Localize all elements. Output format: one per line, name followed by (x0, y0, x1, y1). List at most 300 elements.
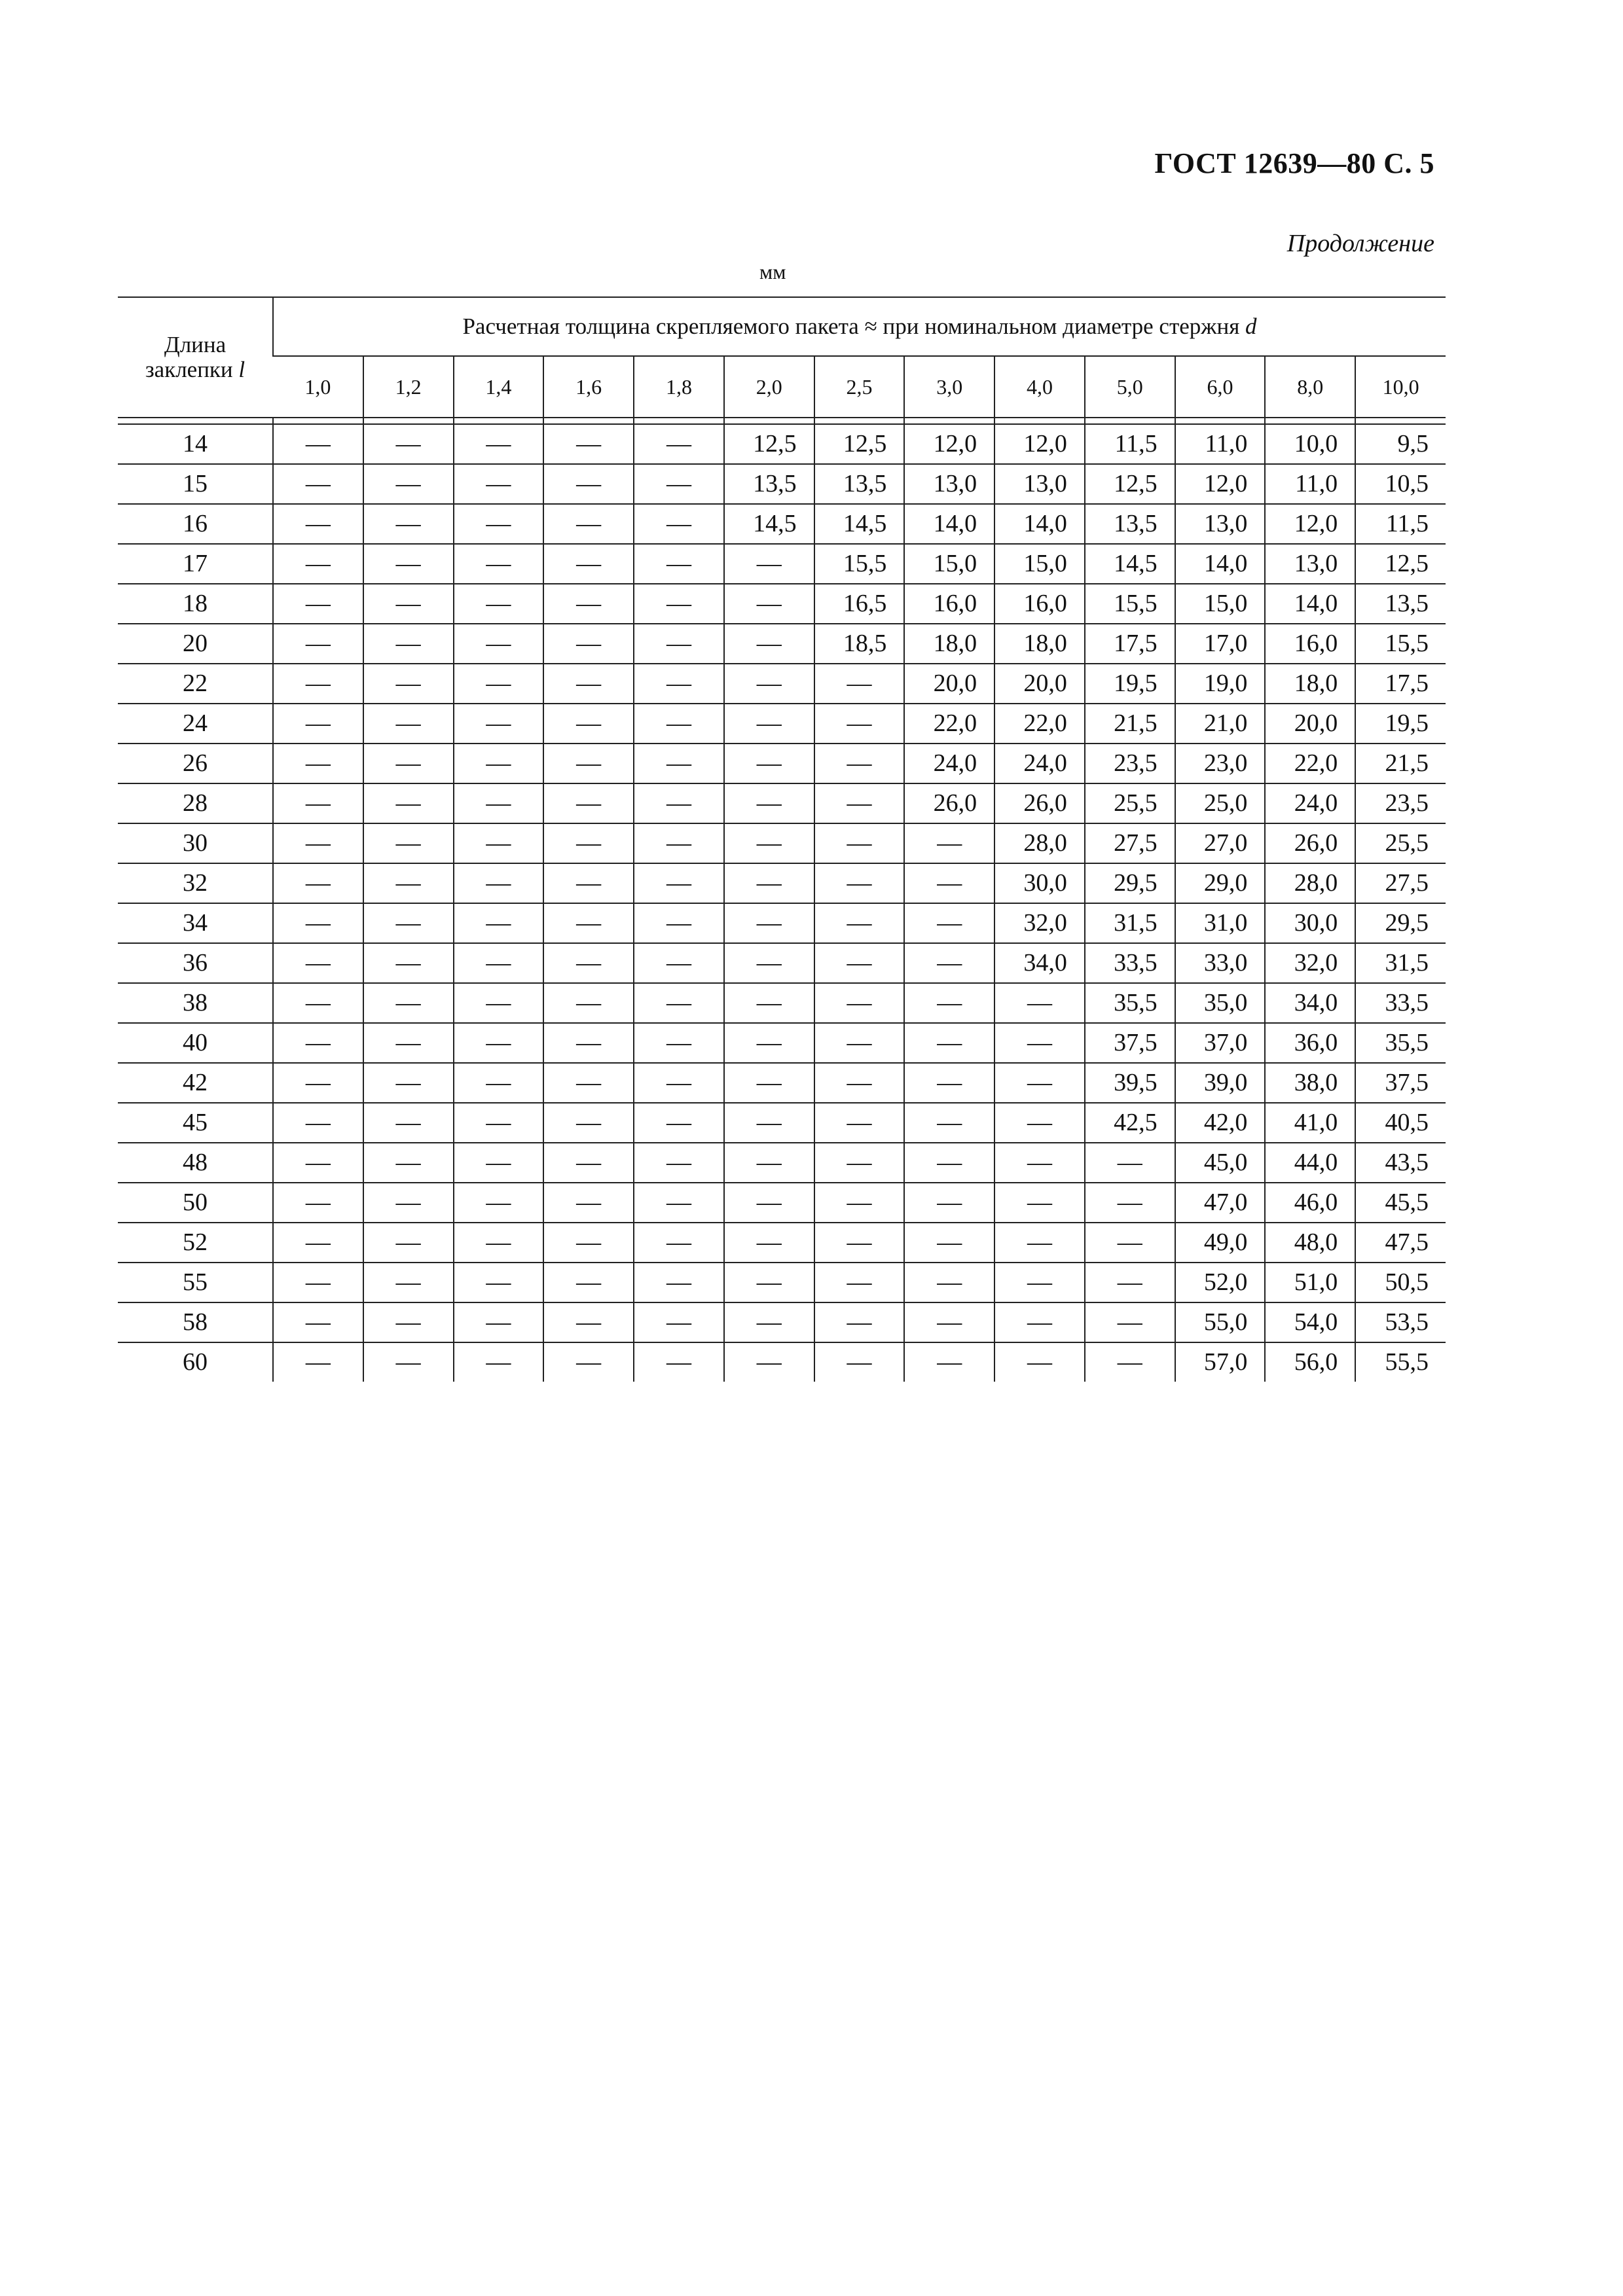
thickness-cell: 12,0 (904, 424, 994, 464)
thickness-cell: — (454, 1263, 544, 1302)
thickness-cell: 47,0 (1175, 1183, 1266, 1223)
header-gap-cell (543, 418, 634, 424)
thickness-cell: — (634, 664, 724, 704)
thickness-cell: 12,5 (814, 424, 905, 464)
thickness-cell: — (454, 983, 544, 1023)
thickness-cell: — (814, 704, 905, 744)
thickness-cell: 29,5 (1355, 903, 1446, 943)
thickness-cell: — (454, 624, 544, 664)
thickness-cell: — (814, 1023, 905, 1063)
thickness-cell: — (1085, 1223, 1175, 1263)
rivet-length-cell: 22 (118, 664, 273, 704)
thickness-cell: — (904, 903, 994, 943)
header-gap-cell (814, 418, 905, 424)
thickness-cell: 11,5 (1085, 424, 1175, 464)
thickness-cell: 13,0 (1175, 504, 1266, 544)
thickness-cell: — (634, 744, 724, 783)
thickness-cell: — (994, 1183, 1085, 1223)
table-row (118, 823, 1446, 863)
thickness-cell: — (363, 1023, 454, 1063)
thickness-cell: 37,5 (1355, 1063, 1446, 1103)
thickness-cell: — (634, 983, 724, 1023)
header-gap-cell (363, 418, 454, 424)
table-row (118, 1263, 1446, 1302)
rivet-length-cell: 30 (118, 823, 273, 863)
thickness-cell: 39,5 (1085, 1063, 1175, 1103)
rivet-length-cell: 28 (118, 783, 273, 823)
thickness-cell: — (634, 1143, 724, 1183)
rivet-length-cell: 50 (118, 1183, 273, 1223)
thickness-cell: — (363, 664, 454, 704)
thickness-cell: 25,5 (1085, 783, 1175, 823)
rivet-length-cell: 55 (118, 1263, 273, 1302)
thickness-cell: — (273, 1063, 363, 1103)
thickness-cell: — (634, 783, 724, 823)
thickness-cell: — (543, 983, 634, 1023)
table-row (118, 504, 1446, 544)
thickness-cell: 35,0 (1175, 983, 1266, 1023)
thickness-cell: — (363, 1063, 454, 1103)
rivet-length-cell: 34 (118, 903, 273, 943)
thickness-cell: — (363, 1302, 454, 1342)
thickness-cell: — (543, 783, 634, 823)
thickness-cell: — (994, 1063, 1085, 1103)
thickness-cell: 53,5 (1355, 1302, 1446, 1342)
thickness-cell: — (454, 783, 544, 823)
thickness-cell: — (904, 1023, 994, 1063)
thickness-cell: 47,5 (1355, 1223, 1446, 1263)
thickness-cell: 20,0 (904, 664, 994, 704)
thickness-cell: — (454, 544, 544, 584)
thickness-cell: — (363, 783, 454, 823)
thickness-cell: — (273, 863, 363, 903)
thickness-cell: — (454, 1183, 544, 1223)
thickness-cell: — (543, 664, 634, 704)
thickness-cell: 24,0 (904, 744, 994, 783)
thickness-cell: 34,0 (1265, 983, 1355, 1023)
thickness-cell: — (363, 504, 454, 544)
thickness-cell: — (273, 624, 363, 664)
thickness-cell: 16,5 (814, 584, 905, 624)
thickness-cell: — (904, 1103, 994, 1143)
thickness-cell: — (1085, 1263, 1175, 1302)
thickness-cell: — (814, 664, 905, 704)
rivet-length-cell: 38 (118, 983, 273, 1023)
thickness-cell: — (454, 1103, 544, 1143)
thickness-cell: 45,0 (1175, 1143, 1266, 1183)
header-gap-cell (1085, 418, 1175, 424)
thickness-cell: 36,0 (1265, 1023, 1355, 1063)
thickness-cell: — (454, 744, 544, 783)
thickness-cell: — (543, 504, 634, 544)
thickness-cell: — (724, 1063, 814, 1103)
thickness-cell: — (454, 823, 544, 863)
table-row (118, 544, 1446, 584)
header-gap-row (118, 418, 1446, 424)
thickness-cell: 55,5 (1355, 1342, 1446, 1382)
thickness-cell: 11,0 (1175, 424, 1266, 464)
thickness-cell: 15,0 (904, 544, 994, 584)
thickness-cell: 45,5 (1355, 1183, 1446, 1223)
thickness-cell: 12,5 (1355, 544, 1446, 584)
thickness-cell: — (904, 863, 994, 903)
thickness-cell: — (543, 943, 634, 983)
thickness-cell: — (634, 464, 724, 504)
thickness-cell: — (904, 1342, 994, 1382)
thickness-cell: — (543, 903, 634, 943)
thickness-cell: — (724, 983, 814, 1023)
thickness-cell: — (724, 704, 814, 744)
thickness-cell: — (994, 983, 1085, 1023)
thickness-cell: — (814, 1263, 905, 1302)
thickness-cell: — (273, 1103, 363, 1143)
table-row (118, 1023, 1446, 1063)
thickness-cell: 18,0 (904, 624, 994, 664)
thickness-cell: — (724, 744, 814, 783)
thickness-cell: — (634, 1302, 724, 1342)
thickness-cell: 13,5 (814, 464, 905, 504)
thickness-cell: 31,5 (1085, 903, 1175, 943)
thickness-cell: 27,5 (1355, 863, 1446, 903)
thickness-cell: — (724, 544, 814, 584)
table-row (118, 464, 1446, 504)
table-row (118, 1183, 1446, 1223)
table-body (118, 424, 1446, 1382)
table-row (118, 783, 1446, 823)
thickness-cell: — (814, 903, 905, 943)
thickness-cell: — (634, 704, 724, 744)
table-row (118, 1223, 1446, 1263)
table-row (118, 1342, 1446, 1382)
thickness-cell: — (904, 1223, 994, 1263)
thickness-cell: — (634, 504, 724, 544)
thickness-cell: — (543, 1223, 634, 1263)
thickness-cell: — (724, 1302, 814, 1342)
thickness-cell: — (454, 943, 544, 983)
diameter-header-cell: 1,8 (634, 356, 724, 418)
thickness-cell: 33,0 (1175, 943, 1266, 983)
thickness-cell: — (634, 1023, 724, 1063)
thickness-cell: — (273, 903, 363, 943)
thickness-cell: — (814, 1103, 905, 1143)
thickness-cell: 26,0 (1265, 823, 1355, 863)
thickness-cell: — (724, 1183, 814, 1223)
thickness-cell: — (904, 1183, 994, 1223)
thickness-cell: 12,0 (1175, 464, 1266, 504)
header-gap-cell (1175, 418, 1266, 424)
length-header-line2: заклепки (145, 357, 233, 382)
thickness-cell: — (1085, 1183, 1175, 1223)
thickness-cell: — (543, 1103, 634, 1143)
thickness-cell: 11,0 (1265, 464, 1355, 504)
thickness-cell: — (273, 823, 363, 863)
thickness-cell: 35,5 (1085, 983, 1175, 1023)
thickness-cell: — (634, 424, 724, 464)
thickness-cell: — (273, 544, 363, 584)
thickness-cell: 20,0 (994, 664, 1085, 704)
thickness-cell: — (454, 464, 544, 504)
thickness-cell: 14,0 (1175, 544, 1266, 584)
thickness-cell: — (363, 823, 454, 863)
diameter-header-cell: 10,0 (1355, 356, 1446, 418)
thickness-cell: — (724, 1263, 814, 1302)
thickness-cell: 41,0 (1265, 1103, 1355, 1143)
thickness-cell: 19,5 (1085, 664, 1175, 704)
diameter-header-cell: 2,5 (814, 356, 905, 418)
thickness-cell: 51,0 (1265, 1263, 1355, 1302)
thickness-cell: — (814, 943, 905, 983)
thickness-cell: — (543, 1063, 634, 1103)
diameter-header-cell: 1,0 (273, 356, 363, 418)
thickness-cell: — (543, 1183, 634, 1223)
thickness-cell: — (273, 783, 363, 823)
thickness-cell: — (724, 1143, 814, 1183)
header-gap-cell (273, 418, 363, 424)
thickness-cell: — (814, 1302, 905, 1342)
thickness-cell: — (904, 1143, 994, 1183)
thickness-cell: — (814, 1342, 905, 1382)
thickness-cell: — (454, 584, 544, 624)
thickness-cell: — (994, 1342, 1085, 1382)
thickness-cell: 20,0 (1265, 704, 1355, 744)
rivet-thickness-table (118, 296, 1446, 1382)
diameter-header-cell: 4,0 (994, 356, 1085, 418)
thickness-cell: — (363, 863, 454, 903)
unit-label: мм (759, 260, 786, 283)
thickness-cell: — (543, 704, 634, 744)
thickness-cell: — (634, 863, 724, 903)
thickness-cell: 42,5 (1085, 1103, 1175, 1143)
thickness-cell: 15,0 (1175, 584, 1266, 624)
rivet-length-cell: 14 (118, 424, 273, 464)
thickness-cell: 38,0 (1265, 1063, 1355, 1103)
thickness-cell: 26,0 (904, 783, 994, 823)
thickness-cell: 42,0 (1175, 1103, 1266, 1143)
rivet-length-cell: 58 (118, 1302, 273, 1342)
thickness-cell: — (724, 1103, 814, 1143)
thickness-cell: 29,5 (1085, 863, 1175, 903)
thickness-cell: 19,5 (1355, 704, 1446, 744)
thickness-cell: 22,0 (904, 704, 994, 744)
rivet-length-cell: 48 (118, 1143, 273, 1183)
length-column-header (118, 297, 273, 418)
thickness-cell: — (904, 943, 994, 983)
thickness-cell: — (634, 1063, 724, 1103)
table-row (118, 863, 1446, 903)
thickness-cell: — (454, 863, 544, 903)
header-gap-cell (1265, 418, 1355, 424)
thickness-cell: — (904, 823, 994, 863)
thickness-cell: — (904, 1302, 994, 1342)
thickness-cell: 21,5 (1085, 704, 1175, 744)
thickness-cell: — (543, 464, 634, 504)
thickness-cell: — (904, 1263, 994, 1302)
thickness-cell: — (363, 464, 454, 504)
thickness-cell: — (634, 943, 724, 983)
thickness-cell: — (273, 1023, 363, 1063)
thickness-cell: — (724, 783, 814, 823)
thickness-cell: 15,5 (814, 544, 905, 584)
thickness-cell: — (363, 424, 454, 464)
thickness-cell: 10,0 (1265, 424, 1355, 464)
thickness-cell: 43,5 (1355, 1143, 1446, 1183)
thickness-cell: 14,0 (1265, 584, 1355, 624)
thickness-cell: — (543, 1302, 634, 1342)
thickness-cell: — (543, 863, 634, 903)
thickness-cell: — (454, 1143, 544, 1183)
thickness-cell: — (1085, 1143, 1175, 1183)
thickness-cell: — (904, 983, 994, 1023)
thickness-cell: — (724, 863, 814, 903)
thickness-cell: — (543, 1263, 634, 1302)
thickness-cell: — (363, 1143, 454, 1183)
thickness-cell: — (543, 1143, 634, 1183)
thickness-cell: — (454, 1302, 544, 1342)
thickness-cell: 13,5 (1085, 504, 1175, 544)
thickness-cell: 31,0 (1175, 903, 1266, 943)
thickness-cell: — (724, 1023, 814, 1063)
thickness-cell: — (724, 664, 814, 704)
thickness-cell: 12,0 (1265, 504, 1355, 544)
thickness-cell: — (454, 1063, 544, 1103)
thickness-cell: — (454, 1223, 544, 1263)
table-row (118, 744, 1446, 783)
thickness-cell: 12,5 (1085, 464, 1175, 504)
thickness-cell: — (634, 1342, 724, 1382)
thickness-cell: 16,0 (904, 584, 994, 624)
thickness-cell: 14,0 (994, 504, 1085, 544)
thickness-cell: — (814, 783, 905, 823)
thickness-cell: 14,5 (1085, 544, 1175, 584)
thickness-cell: — (634, 584, 724, 624)
thickness-cell: — (273, 704, 363, 744)
thickness-cell: 54,0 (1265, 1302, 1355, 1342)
thickness-cell: — (634, 544, 724, 584)
thickness-cell: — (363, 983, 454, 1023)
thickness-cell: — (273, 1183, 363, 1223)
group-header (273, 297, 1446, 356)
thickness-cell: 35,5 (1355, 1023, 1446, 1063)
thickness-cell: — (273, 744, 363, 783)
thickness-cell: — (273, 664, 363, 704)
thickness-cell: — (273, 1143, 363, 1183)
header-gap-cell (724, 418, 814, 424)
thickness-cell: — (454, 1023, 544, 1063)
thickness-cell: 16,0 (1265, 624, 1355, 664)
thickness-cell: — (724, 1223, 814, 1263)
thickness-cell: 19,0 (1175, 664, 1266, 704)
thickness-cell: 27,0 (1175, 823, 1266, 863)
length-header-symbol: l (238, 357, 246, 382)
thickness-cell: — (363, 744, 454, 783)
header-gap-cell (634, 418, 724, 424)
thickness-cell: 22,0 (1265, 744, 1355, 783)
thickness-cell: — (814, 1063, 905, 1103)
thickness-cell: — (454, 504, 544, 544)
thickness-cell: — (363, 903, 454, 943)
thickness-cell: 13,5 (1355, 584, 1446, 624)
diameter-header-cell: 1,6 (543, 356, 634, 418)
thickness-cell: 15,0 (994, 544, 1085, 584)
thickness-cell: — (543, 624, 634, 664)
thickness-cell: 16,0 (994, 584, 1085, 624)
thickness-cell: 57,0 (1175, 1342, 1266, 1382)
thickness-cell: — (994, 1023, 1085, 1063)
rivet-length-cell: 24 (118, 704, 273, 744)
thickness-cell: 33,5 (1355, 983, 1446, 1023)
thickness-cell: — (634, 1223, 724, 1263)
thickness-cell: 23,5 (1085, 744, 1175, 783)
thickness-cell: — (1085, 1342, 1175, 1382)
thickness-cell: 24,0 (994, 744, 1085, 783)
group-header-symbol: d (1245, 314, 1257, 339)
rivet-length-cell: 42 (118, 1063, 273, 1103)
thickness-cell: 21,5 (1355, 744, 1446, 783)
thickness-cell: 17,5 (1085, 624, 1175, 664)
thickness-cell: 30,0 (994, 863, 1085, 903)
diameter-header-row (118, 356, 1446, 418)
thickness-cell: — (363, 544, 454, 584)
thickness-cell: 15,5 (1355, 624, 1446, 664)
thickness-cell: — (634, 624, 724, 664)
thickness-cell: 34,0 (994, 943, 1085, 983)
thickness-cell: 46,0 (1265, 1183, 1355, 1223)
thickness-cell: 37,5 (1085, 1023, 1175, 1063)
thickness-cell: 39,0 (1175, 1063, 1266, 1103)
thickness-cell: — (724, 1342, 814, 1382)
thickness-cell: — (814, 823, 905, 863)
thickness-cell: — (273, 504, 363, 544)
thickness-cell: 33,5 (1085, 943, 1175, 983)
thickness-cell: 55,0 (1175, 1302, 1266, 1342)
thickness-cell: — (994, 1223, 1085, 1263)
thickness-cell: — (543, 744, 634, 783)
thickness-cell: — (273, 424, 363, 464)
thickness-cell: — (543, 1023, 634, 1063)
thickness-cell: — (724, 823, 814, 863)
thickness-cell: 13,0 (994, 464, 1085, 504)
thickness-cell: 12,0 (994, 424, 1085, 464)
diameter-header-cell: 2,0 (724, 356, 814, 418)
rivet-length-cell: 60 (183, 1348, 208, 1376)
rivet-length-cell: 15 (118, 464, 273, 504)
thickness-cell: 29,0 (1175, 863, 1266, 903)
thickness-cell: — (273, 1342, 363, 1382)
thickness-cell: — (634, 1103, 724, 1143)
thickness-cell: — (724, 584, 814, 624)
thickness-cell: 28,0 (994, 823, 1085, 863)
thickness-cell: 23,0 (1175, 744, 1266, 783)
thickness-cell: 40,5 (1355, 1103, 1446, 1143)
group-header-text: Расчетная толщина скрепляемого пакета ≈ при номинальном диаметре стержня (462, 314, 1240, 339)
thickness-cell: 27,5 (1085, 823, 1175, 863)
thickness-cell: — (634, 1263, 724, 1302)
thickness-cell: 28,0 (1265, 863, 1355, 903)
thickness-cell: — (543, 1342, 634, 1382)
thickness-cell: 22,0 (994, 704, 1085, 744)
thickness-cell: — (273, 943, 363, 983)
thickness-cell: — (904, 1063, 994, 1103)
table-row (118, 1063, 1446, 1103)
thickness-cell: 18,0 (1265, 664, 1355, 704)
length-header-line1: Длина (164, 332, 227, 357)
thickness-cell: 52,0 (1175, 1263, 1266, 1302)
thickness-cell: — (634, 1183, 724, 1223)
thickness-cell: — (634, 823, 724, 863)
thickness-cell: — (273, 464, 363, 504)
table-row (118, 943, 1446, 983)
document-reference: ГОСТ 12639—80 С. 5 (1154, 147, 1434, 179)
